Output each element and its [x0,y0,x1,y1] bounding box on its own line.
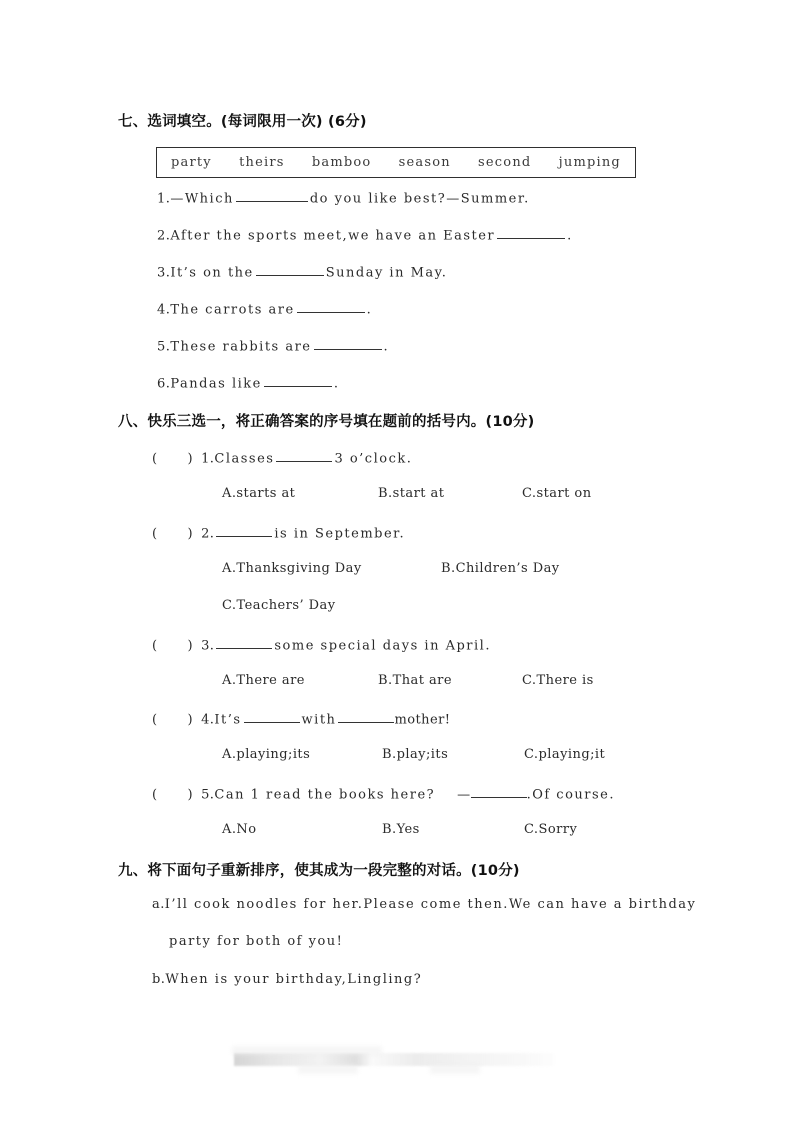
choice-item-3-option-b[interactable]: B.That are [378,673,452,688]
choice-item-1-option-a[interactable]: A.starts at [222,486,296,501]
choice-item-2-option-b[interactable]: B.Children’s Day [441,561,560,576]
fill-item-5-blank[interactable] [314,337,382,350]
choice-item-3-number: 3. [201,638,215,654]
choice-item-4-blank-1[interactable] [244,710,300,723]
choice-item-5 [152,785,615,802]
fill-item-6-post: . [333,376,339,392]
choice-item-1-option-b[interactable]: B.start at [378,486,445,501]
reorder-item-b-line1 [152,972,422,987]
choice-item-5-option-c[interactable]: C.Sorry [524,822,578,837]
choice-item-3-option-c[interactable]: C.There is [522,673,594,688]
choice-item-5-stem-post: .Of course. [526,787,616,803]
choice-item-2-options-row1 [0,561,793,579]
fill-item-5-number: 5. [157,339,171,355]
word-bank-box [156,147,636,178]
fill-item-2-pre: After the sports meet,we have an Easter [170,228,496,244]
choice-item-3-stem-post: some special days in April. [274,638,491,654]
fill-item-3-number: 3. [157,265,171,281]
fill-item-2-blank[interactable] [497,226,565,239]
choice-item-4-option-c[interactable]: C.playing;it [524,747,606,762]
choice-item-4-bracket-close: ) [187,712,194,728]
choice-item-5-option-b[interactable]: B.Yes [382,822,420,837]
section-9-heading: 九、将下面句子重新排序，使其成为一段完整的对话。(10分) [118,863,520,879]
choice-item-5-blank[interactable] [471,785,527,798]
choice-item-3-bracket-close: ) [187,638,194,654]
fill-item-4 [157,300,371,317]
word-bank-item-5: jumping [558,155,621,170]
fill-item-2-post: . [567,228,572,244]
fill-item-4-number: 4. [157,302,171,318]
choice-item-1-blank[interactable] [276,449,332,462]
choice-item-2-options-row2 [0,598,793,616]
choice-item-1-number: 1. [201,451,215,467]
fill-item-1-post: do you like best?—Summer. [309,191,530,207]
choice-item-1-bracket-close: ) [187,451,194,467]
choice-item-2-option-c[interactable]: C.Teachers’ Day [222,598,336,613]
choice-item-1-bracket-open: ( [152,451,158,467]
word-bank-item-4: second [478,155,532,170]
fill-item-1-pre: —Which [170,191,234,207]
fill-item-1-blank[interactable] [236,189,308,202]
choice-item-5-bracket-close: ) [187,787,194,803]
fill-item-1 [157,189,530,206]
choice-item-2-stem-post: is in September. [274,526,406,542]
reorder-item-b-text-line1: When is your birthday,Lingling? [165,972,423,987]
fill-item-6 [157,374,338,391]
fill-item-3-post: Sunday in May. [325,265,448,281]
choice-item-4-blank-2[interactable] [338,710,394,723]
redacted-watermark-bar-quaternary [430,1064,480,1074]
fill-item-3-blank[interactable] [256,263,324,276]
choice-item-5-number: 5. [201,787,215,803]
fill-item-3-pre: It’s on the [170,265,254,281]
choice-item-4-stem-post: mother! [394,712,451,728]
choice-item-5-dash: — [457,787,471,803]
reorder-item-a-line1 [152,897,696,912]
section-7-heading: 七、选词填空。(每词限用一次) (6分) [118,114,367,130]
word-bank-item-1: theirs [239,155,285,170]
choice-item-3 [152,636,491,653]
choice-item-1-stem-pre: Classes [214,451,275,467]
choice-item-1 [152,449,412,466]
choice-item-5-stem-pre: Can 1 read the books here? [214,787,436,803]
word-bank-item-0: party [171,155,212,170]
fill-item-5-post: . [383,339,389,355]
fill-item-6-pre: Pandas like [170,376,262,392]
choice-item-1-stem-post: 3 o’clock. [334,451,413,467]
fill-item-4-pre: The carrots are [170,302,295,318]
choice-item-5-bracket-open: ( [152,787,158,803]
fill-item-2 [157,226,572,243]
choice-item-4-stem-pre: It’s [214,712,242,728]
choice-item-4-bracket-open: ( [152,712,158,728]
choice-item-4-options [0,747,793,765]
reorder-item-a-text-line1: I’ll cook noodles for her.Please come then.We can have a birthday [164,897,697,912]
choice-item-4-option-b[interactable]: B.play;its [382,747,449,762]
choice-item-2-bracket-close: ) [187,526,194,542]
choice-item-3-options [0,673,793,691]
reorder-item-b-label: b. [152,972,166,987]
redacted-watermark-bar-tertiary [298,1064,358,1074]
choice-item-4-number: 4. [201,712,215,728]
fill-item-2-number: 2. [157,228,171,244]
reorder-item-a-line2: party for both of you! [169,934,344,949]
fill-item-5 [157,337,388,354]
choice-item-2-number: 2. [201,526,215,542]
reorder-item-a-label: a. [152,897,165,912]
fill-item-1-number: 1. [157,191,171,207]
word-bank-item-3: season [398,155,451,170]
choice-item-3-blank[interactable] [216,636,272,649]
section-8-heading: 八、快乐三选一，将正确答案的序号填在题前的括号内。(10分) [118,414,535,430]
fill-item-5-pre: These rabbits are [170,339,312,355]
fill-item-6-blank[interactable] [264,374,332,387]
redacted-watermark-bar-secondary [232,1046,382,1055]
choice-item-2 [152,524,405,541]
fill-item-4-blank[interactable] [297,300,365,313]
choice-item-2-option-a[interactable]: A.Thanksgiving Day [222,561,362,576]
choice-item-5-options [0,822,793,840]
fill-item-4-post: . [366,302,372,318]
word-bank-item-2: bamboo [311,155,372,170]
choice-item-4 [152,710,450,727]
fill-item-6-number: 6. [157,376,171,392]
choice-item-5-option-a[interactable]: A.No [222,822,257,837]
choice-item-4-stem-mid: with [301,712,337,728]
choice-item-1-options [0,486,793,504]
choice-item-3-option-a[interactable]: A.There are [222,673,305,688]
choice-item-3-bracket-open: ( [152,638,158,654]
choice-item-2-blank[interactable] [216,524,272,537]
fill-item-3 [157,263,447,280]
choice-item-1-option-c[interactable]: C.start on [522,486,592,501]
choice-item-4-option-a[interactable]: A.playing;its [222,747,311,762]
choice-item-2-bracket-open: ( [152,526,158,542]
